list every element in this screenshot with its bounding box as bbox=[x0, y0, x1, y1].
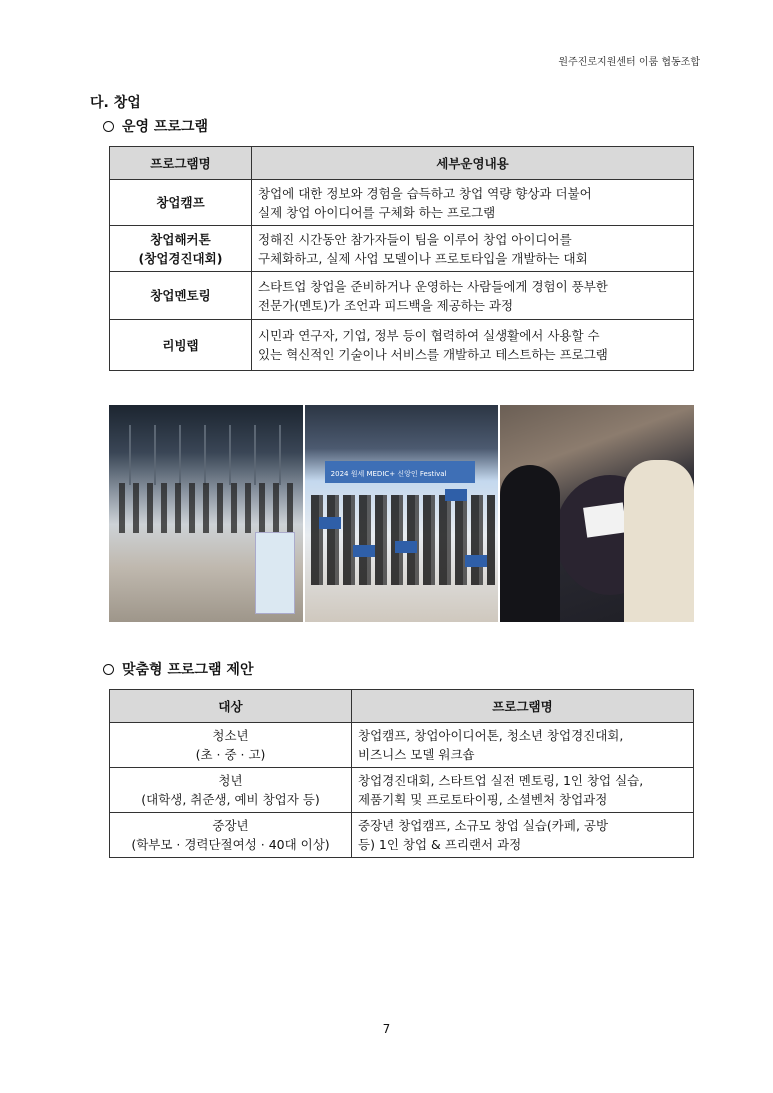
program-line: 중장년 창업캠프, 소규모 창업 실습(카페, 공방 bbox=[358, 818, 609, 833]
description-line: 창업에 대한 정보와 경험을 습득하고 창업 역량 향상과 더불어 bbox=[258, 185, 592, 201]
column-header: 프로그램명 bbox=[110, 147, 252, 180]
program-description bbox=[252, 226, 694, 272]
table-header-row bbox=[110, 147, 694, 180]
subsection-operating-programs bbox=[103, 116, 208, 136]
table-row bbox=[110, 180, 694, 226]
program-list bbox=[352, 813, 694, 858]
program-table bbox=[109, 146, 694, 371]
festival-banner-text: 2024 원세 MEDIC+ 신앙인 Festival bbox=[330, 470, 447, 478]
photo-festival-group bbox=[305, 405, 499, 622]
program-name-line: (창업경진대회) bbox=[138, 250, 223, 266]
program-line: 창업캠프, 창업아이디어톤, 청소년 창업경진대회, bbox=[358, 728, 624, 743]
program-line: 제품기획 및 프로토타이핑, 소셜벤처 창업과정 bbox=[358, 792, 608, 807]
circle-bullet-icon bbox=[103, 121, 114, 132]
subsection-title: 운영 프로그램 bbox=[122, 119, 209, 135]
target-line: (학부모 · 경력단절여성 · 40대 이상) bbox=[131, 837, 330, 852]
description-line: 있는 혁신적인 기술이나 서비스를 개발하고 테스트하는 프로그램 bbox=[258, 347, 608, 362]
program-name: 창업캠프 bbox=[110, 180, 252, 226]
column-header: 대상 bbox=[110, 690, 352, 723]
table-row bbox=[110, 272, 694, 320]
program-list bbox=[352, 768, 694, 813]
subsection-title: 맞춤형 프로그램 제안 bbox=[122, 662, 254, 678]
table-row bbox=[110, 226, 694, 272]
description-line: 시민과 연구자, 기업, 정부 등이 협력하여 실생활에서 사용할 수 bbox=[258, 328, 600, 343]
program-line: 등) 1인 창업 & 프리랜서 과정 bbox=[358, 837, 522, 852]
table-row bbox=[110, 723, 694, 768]
circle-bullet-icon bbox=[103, 664, 114, 675]
table-row bbox=[110, 768, 694, 813]
target-group bbox=[110, 768, 352, 813]
program-name-line: 창업해커톤 bbox=[150, 231, 211, 247]
table-header-row bbox=[110, 690, 694, 723]
target-line: 중장년 bbox=[212, 818, 249, 833]
column-header: 세부운영내용 bbox=[252, 147, 694, 180]
program-name: 리빙랩 bbox=[110, 320, 252, 371]
target-line: 청년 bbox=[218, 773, 243, 788]
program-line: 비즈니스 모델 워크숍 bbox=[358, 747, 475, 762]
column-header: 프로그램명 bbox=[352, 690, 694, 723]
subsection-custom-programs bbox=[103, 659, 253, 679]
festival-banner bbox=[325, 461, 475, 483]
header-org-name: 원주진로지원센터 이룸 협동조합 bbox=[558, 57, 700, 68]
table-row bbox=[110, 320, 694, 371]
section-title: 다. 창업 bbox=[90, 95, 141, 111]
photo-strip bbox=[109, 405, 694, 622]
target-group bbox=[110, 813, 352, 858]
target-line: (초 · 중 · 고) bbox=[195, 747, 266, 762]
target-line: (대학생, 취준생, 예비 창업자 등) bbox=[141, 792, 320, 807]
program-description bbox=[252, 272, 694, 320]
program-name: 창업멘토링 bbox=[110, 272, 252, 320]
photo-workshop-table bbox=[500, 405, 694, 622]
description-line: 전문가(멘토)가 조언과 피드백을 제공하는 과정 bbox=[258, 297, 514, 313]
program-list bbox=[352, 723, 694, 768]
program-line: 창업경진대회, 스타트업 실전 멘토링, 1인 창업 실습, bbox=[358, 773, 644, 788]
photo-venue-hall bbox=[109, 405, 303, 622]
program-name bbox=[110, 226, 252, 272]
description-line: 구체화하고, 실제 사업 모델이나 프로토타입을 개발하는 대회 bbox=[258, 250, 588, 266]
description-line: 스타트업 창업을 준비하거나 운영하는 사람들에게 경험이 풍부한 bbox=[258, 278, 608, 294]
program-description bbox=[252, 320, 694, 371]
description-line: 정해진 시간동안 참가자들이 팀을 이루어 창업 아이디어를 bbox=[258, 231, 572, 247]
program-description bbox=[252, 180, 694, 226]
description-line: 실제 창업 아이디어를 구체화 하는 프로그램 bbox=[258, 204, 496, 220]
table-row bbox=[110, 813, 694, 858]
custom-program-table bbox=[109, 689, 694, 858]
page-number: 7 bbox=[382, 1022, 391, 1036]
target-line: 청소년 bbox=[212, 728, 249, 743]
target-group bbox=[110, 723, 352, 768]
